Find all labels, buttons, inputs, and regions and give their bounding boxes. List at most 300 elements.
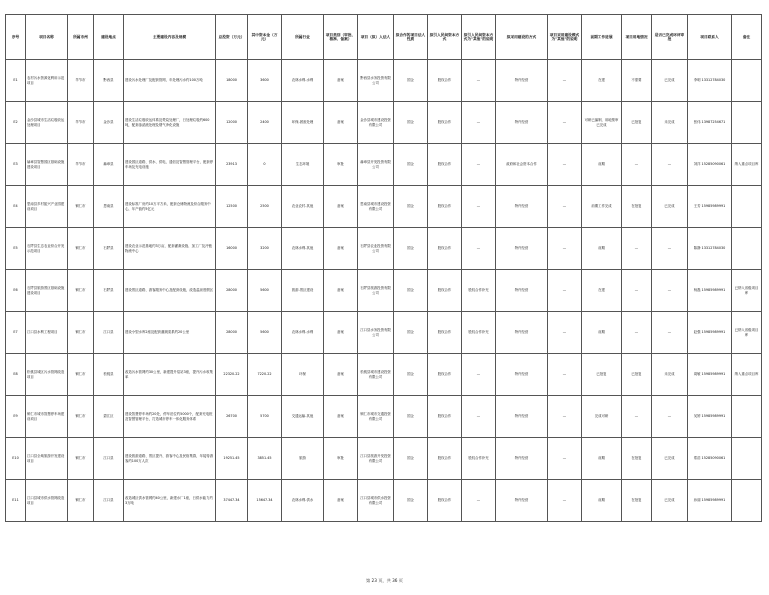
table-cell xyxy=(68,144,94,186)
table-cell xyxy=(324,270,358,312)
table-cell xyxy=(358,186,394,228)
cell-text: 改造城区供水管网约40公里，新建水厂1座，日供水能力约3万吨 xyxy=(125,496,213,505)
table-cell xyxy=(124,228,216,270)
table-cell xyxy=(652,228,688,270)
cell-text: 建设小型水库2座及配套灌溉渠系约20公里 xyxy=(125,330,190,335)
table-cell xyxy=(282,354,324,396)
table-cell xyxy=(216,102,248,144)
cell-text: 建设农业示范基地约3万亩，配套灌溉设施、加工厂及冷链物流中心 xyxy=(125,244,212,253)
header-cell: 项目（拟）入法人 xyxy=(358,15,394,60)
cell-text: 石阡县旅游景区基础设施建设项目 xyxy=(27,286,65,295)
cell-text: — xyxy=(667,414,672,419)
table-cell xyxy=(94,480,124,522)
table-cell xyxy=(732,396,762,438)
cell-text: 黔西县 xyxy=(103,78,114,83)
table-cell xyxy=(496,102,548,144)
table-cell xyxy=(68,60,94,102)
cell-text: 松桃县 xyxy=(103,372,114,377)
table-cell xyxy=(496,354,548,396)
table-cell xyxy=(652,438,688,480)
cell-text: 未完成 xyxy=(664,120,675,125)
cell-text: 前期 xyxy=(598,456,605,461)
cell-text: 铜仁市 xyxy=(75,372,86,377)
table-cell xyxy=(358,396,394,438)
table-cell xyxy=(124,312,216,354)
cell-text: 江口县水务投资有限公司 xyxy=(360,328,391,337)
cell-text: 前期 xyxy=(598,498,605,503)
table-cell xyxy=(94,60,124,102)
table-cell xyxy=(6,270,26,312)
cell-text: 股权合作 xyxy=(437,204,452,209)
cell-text: 金沙县 xyxy=(103,120,114,125)
cell-text: 环保 xyxy=(299,372,306,377)
cell-text: 国企 xyxy=(407,204,414,209)
table-cell xyxy=(68,270,94,312)
page-number: 第 23 页，共 36 页 xyxy=(366,578,403,583)
cell-text: E2 xyxy=(13,120,18,125)
cell-text: 农林水利-水利 xyxy=(291,78,314,83)
cell-text: 农村污水资源化利用示范项目 xyxy=(27,76,65,85)
table-cell xyxy=(652,102,688,144)
table-cell xyxy=(428,270,462,312)
cell-text: E5 xyxy=(13,246,18,251)
table-cell xyxy=(124,60,216,102)
cell-text: 国企 xyxy=(407,498,414,503)
table-cell xyxy=(358,438,394,480)
table-cell xyxy=(652,186,688,228)
table-cell xyxy=(732,60,762,102)
table-cell xyxy=(582,396,622,438)
table-cell xyxy=(6,186,26,228)
header-cell: 拟引入民间资本方式 xyxy=(428,15,462,60)
table-cell xyxy=(124,270,216,312)
cell-text: 铜仁市 xyxy=(75,456,86,461)
table-cell xyxy=(68,228,94,270)
table-cell xyxy=(394,60,428,102)
table-cell xyxy=(6,144,26,186)
table-cell xyxy=(68,354,94,396)
table-cell xyxy=(282,144,324,186)
table-cell xyxy=(622,438,652,480)
cell-text: 王芳 15985989991 xyxy=(693,204,726,209)
cell-text: 股权合作 xyxy=(437,78,452,83)
cell-text: — xyxy=(476,78,481,83)
cell-text: 备案 xyxy=(337,120,344,125)
cell-text: 农业农村-其他 xyxy=(291,204,314,209)
cell-text: 前期工作完成 xyxy=(591,204,612,209)
table-cell xyxy=(358,228,394,270)
cell-text: 18000 xyxy=(226,78,237,83)
cell-text: 已纳入省级项目库 xyxy=(734,328,759,337)
cell-text: 股权合作补充 xyxy=(468,330,489,335)
cell-text: 已批复 xyxy=(631,120,642,125)
table-cell xyxy=(394,438,428,480)
table-cell xyxy=(688,186,732,228)
table-cell xyxy=(94,354,124,396)
cell-text: 石阡县生态农业综合开发示范项目 xyxy=(27,244,65,253)
cell-text: 股权合作 xyxy=(437,456,452,461)
cell-text: 金沙县城市生活垃圾收运处理项目 xyxy=(27,118,65,127)
table-cell xyxy=(732,270,762,312)
table-cell xyxy=(26,144,68,186)
cell-text: 股权合作 xyxy=(437,162,452,167)
table-cell xyxy=(358,312,394,354)
cell-text: 松桃县城市建设投资有限公司 xyxy=(360,370,391,379)
cell-text: E3 xyxy=(13,162,18,167)
table-cell xyxy=(428,396,462,438)
table-cell xyxy=(732,312,762,354)
table-cell xyxy=(324,354,358,396)
table-cell xyxy=(26,480,68,522)
cell-text: 可研已编制，用地预审已完成 xyxy=(584,118,619,127)
table-cell xyxy=(94,228,124,270)
cell-text: 国企 xyxy=(407,246,414,251)
cell-text: 铜仁市 xyxy=(75,204,86,209)
table-cell xyxy=(428,144,462,186)
cell-text: 16000 xyxy=(226,246,237,251)
cell-text: 毕节市 xyxy=(75,120,86,125)
table-cell xyxy=(216,396,248,438)
table-cell xyxy=(248,60,282,102)
cell-text: 张伟 13987254671 xyxy=(693,120,726,125)
table-cell xyxy=(462,144,496,186)
cell-text: 5600 xyxy=(260,330,269,335)
cell-text: 前期 xyxy=(598,162,605,167)
table-cell xyxy=(324,480,358,522)
cell-text: 铜仁市 xyxy=(75,330,86,335)
table-cell xyxy=(26,354,68,396)
table-cell xyxy=(732,186,762,228)
table-cell xyxy=(26,60,68,102)
table-cell xyxy=(216,186,248,228)
cell-text: 不需要 xyxy=(631,78,642,83)
cell-text: — xyxy=(476,372,481,377)
cell-text: 铜仁市城市智慧停车场建设项目 xyxy=(27,412,65,421)
table-cell xyxy=(462,354,496,396)
cell-text: 纳入重点项目库 xyxy=(734,162,759,167)
cell-text: 在建 xyxy=(598,288,605,293)
cell-text: 3200 xyxy=(260,246,269,251)
table-cell xyxy=(652,312,688,354)
cell-text: 江口县城市供水投资有限公司 xyxy=(360,496,391,505)
table-cell xyxy=(462,60,496,102)
table-cell xyxy=(216,354,248,396)
table-body xyxy=(6,60,762,522)
table-row xyxy=(6,60,762,102)
table-cell xyxy=(6,396,26,438)
cell-text: 股权合作 xyxy=(437,330,452,335)
cell-text: 备案 xyxy=(337,78,344,83)
cell-text: 股权合作 xyxy=(437,288,452,293)
cell-text: — xyxy=(562,456,567,461)
cell-text: E9 xyxy=(13,414,18,419)
cell-text: 股权合作 xyxy=(437,246,452,251)
table-row xyxy=(6,354,762,396)
cell-text: — xyxy=(562,498,567,503)
table-cell xyxy=(622,396,652,438)
cell-text: 铜仁市 xyxy=(75,246,86,251)
table-cell xyxy=(6,102,26,144)
table-cell xyxy=(248,312,282,354)
cell-text: 生态环境 xyxy=(295,162,310,167)
table-cell xyxy=(652,144,688,186)
table-cell xyxy=(248,396,282,438)
table-cell xyxy=(428,480,462,522)
cell-text: 石阡县 xyxy=(103,246,114,251)
table-cell xyxy=(652,480,688,522)
table-cell xyxy=(68,480,94,522)
cell-text: 国企 xyxy=(407,162,414,167)
cell-text: 交通运输-其他 xyxy=(291,414,314,419)
cell-text: 碧江区 xyxy=(103,414,114,419)
cell-text: 石阡县 xyxy=(103,288,114,293)
cell-text: 特许经营 xyxy=(514,414,529,419)
cell-text: 备案 xyxy=(337,288,344,293)
table-cell xyxy=(216,312,248,354)
table-cell xyxy=(216,60,248,102)
table-cell xyxy=(248,144,282,186)
header-cell: 项目名称 xyxy=(26,15,68,60)
cell-text: 23913 xyxy=(226,162,237,167)
table-cell xyxy=(462,438,496,480)
table-cell xyxy=(6,312,26,354)
table-cell xyxy=(248,354,282,396)
table-cell xyxy=(94,102,124,144)
table-cell xyxy=(324,102,358,144)
table-cell xyxy=(394,144,428,186)
table-cell xyxy=(124,102,216,144)
table-cell xyxy=(496,396,548,438)
cell-text: 0 xyxy=(263,162,266,167)
cell-text: 旅游-景区建设 xyxy=(291,288,314,293)
table-cell xyxy=(358,480,394,522)
table-row xyxy=(6,438,762,480)
cell-text: 铜仁市 xyxy=(75,414,86,419)
cell-text: 已完成 xyxy=(664,498,675,503)
cell-text: 建设标准厂房约10万平方米，配套仓储物流及综合服务中心，年产值约5亿元 xyxy=(125,202,211,211)
cell-text: 建设园区道路、供水、供电、通信及智慧管理平台，配套停车场及充电设施 xyxy=(125,160,214,169)
table-cell xyxy=(428,102,462,144)
cell-text: 江口县 xyxy=(103,498,114,503)
cell-text: 建设旅游道路、景区提升、游客中心及民宿集群，年接待游客约100万人次 xyxy=(125,454,214,463)
table-header-row xyxy=(6,15,762,60)
cell-text: 7220.22 xyxy=(257,372,272,377)
cell-text: 特许经营 xyxy=(514,120,529,125)
cell-text: 环保-固废处理 xyxy=(291,120,314,125)
cell-text: 国企 xyxy=(407,330,414,335)
table-cell xyxy=(428,354,462,396)
cell-text: 已批复 xyxy=(631,372,642,377)
table-cell xyxy=(6,354,26,396)
cell-text: 22320.22 xyxy=(223,372,240,377)
cell-text: 在建 xyxy=(598,78,605,83)
cell-text: 国企 xyxy=(407,120,414,125)
cell-text: 特许经营 xyxy=(514,288,529,293)
table-cell xyxy=(732,228,762,270)
cell-text: 杨磊 15985989991 xyxy=(693,288,726,293)
table-cell xyxy=(688,396,732,438)
table-cell xyxy=(94,312,124,354)
cell-text: E7 xyxy=(13,330,18,335)
table-cell xyxy=(496,228,548,270)
cell-text: 2400 xyxy=(260,120,269,125)
cell-text: 12500 xyxy=(226,204,237,209)
cell-text: 15647.34 xyxy=(256,498,273,503)
header-cell: 拟采用建设的方式 xyxy=(496,15,548,60)
table-cell xyxy=(216,228,248,270)
cell-text: 吴婷 15985989991 xyxy=(693,414,726,419)
cell-text: 铜仁市城市交通投资有限公司 xyxy=(360,412,391,421)
table-cell xyxy=(324,60,358,102)
cell-text: 未完成 xyxy=(664,372,675,377)
cell-text: 已完成 xyxy=(664,78,675,83)
cell-text: 已完成 xyxy=(664,456,675,461)
cell-text: — xyxy=(476,120,481,125)
cell-text: 3851.45 xyxy=(257,456,272,461)
table-cell xyxy=(26,396,68,438)
cell-text: 周敏 15985989991 xyxy=(693,372,726,377)
table-cell xyxy=(282,270,324,312)
cell-text: 19251.45 xyxy=(223,456,240,461)
cell-text: 铜仁市 xyxy=(75,498,86,503)
table-cell xyxy=(622,312,652,354)
cell-text: — xyxy=(562,288,567,293)
table-cell xyxy=(582,270,622,312)
cell-text: — xyxy=(562,246,567,251)
cell-text: 28000 xyxy=(226,330,237,335)
table-cell xyxy=(582,480,622,522)
cell-text: 陈静 13312784030 xyxy=(693,246,726,251)
table-cell xyxy=(358,102,394,144)
header-cell: 序号 xyxy=(6,15,26,60)
header-cell: 所属行业 xyxy=(282,15,324,60)
cell-text: 政府和社会资本合作 xyxy=(506,162,537,167)
cell-text: 在批复 xyxy=(631,498,642,503)
table-cell xyxy=(548,438,582,480)
header-cell: 拟引入民间资本方式为"其他"的说明 xyxy=(462,15,496,60)
cell-text: 2500 xyxy=(260,204,269,209)
cell-text: 金沙县城市建设投资有限公司 xyxy=(360,118,391,127)
table-cell xyxy=(548,186,582,228)
header-cell: 拟合作的项目法人性质 xyxy=(394,15,428,60)
table-cell xyxy=(94,186,124,228)
cell-text: 国企 xyxy=(407,456,414,461)
table-row xyxy=(6,312,762,354)
cell-text: 前期 xyxy=(598,330,605,335)
cell-text: 江口县全域旅游开发建设项目 xyxy=(27,454,65,463)
cell-text: 农林水利-供水 xyxy=(291,498,314,503)
cell-text: 12000 xyxy=(226,120,237,125)
table-cell xyxy=(548,354,582,396)
cell-text: 股权合作 xyxy=(437,498,452,503)
table-cell xyxy=(688,312,732,354)
table-cell xyxy=(732,102,762,144)
header-cell: 建设地点 xyxy=(94,15,124,60)
table-cell xyxy=(394,186,428,228)
cell-text: 农林水利-其他 xyxy=(291,246,314,251)
table-cell xyxy=(548,60,582,102)
cell-text: 毕节市 xyxy=(75,162,86,167)
cell-text: 建设智慧停车场约20处，停车泊位约5000个，配套充电桩及智慧管理平台，打造城市停车一体化服务体系 xyxy=(125,412,213,421)
cell-text: 铜仁市 xyxy=(75,288,86,293)
table-cell xyxy=(548,270,582,312)
cell-text: 28000 xyxy=(226,288,237,293)
cell-text: 赫章县 xyxy=(103,162,114,167)
table-cell xyxy=(462,396,496,438)
table-cell xyxy=(324,312,358,354)
cell-text: 审批 xyxy=(337,162,344,167)
table-cell xyxy=(94,144,124,186)
cell-text: — xyxy=(562,78,567,83)
table-cell xyxy=(428,438,462,480)
table-row xyxy=(6,480,762,522)
cell-text: — xyxy=(667,162,672,167)
table-cell xyxy=(428,228,462,270)
table-cell xyxy=(732,144,762,186)
table-cell xyxy=(358,144,394,186)
cell-text: 特许经营 xyxy=(514,78,529,83)
cell-text: — xyxy=(476,246,481,251)
table-cell xyxy=(462,102,496,144)
table-cell xyxy=(496,438,548,480)
cell-text: 农林水利-水利 xyxy=(291,330,314,335)
table-row xyxy=(6,144,762,186)
table-cell xyxy=(26,312,68,354)
cell-text: 在批复 xyxy=(631,204,642,209)
cell-text: — xyxy=(476,162,481,167)
cell-text: 3600 xyxy=(260,78,269,83)
header-cell: 项目类别（审批、核准、备案） xyxy=(324,15,358,60)
table-cell xyxy=(124,480,216,522)
table-cell xyxy=(582,354,622,396)
table-cell xyxy=(496,270,548,312)
table-cell xyxy=(548,144,582,186)
cell-text: 刘洋 15285090061 xyxy=(693,162,726,167)
cell-text: 思南县城市建设投资有限公司 xyxy=(360,202,391,211)
cell-text: 已纳入省级项目库 xyxy=(734,286,759,295)
cell-text: 建设生活垃圾收运体系及焚烧处理厂，日处理垃圾约600吨，配套渗滤液处理及烟气净化设施 xyxy=(125,118,210,127)
cell-text: 纳入重点项目库 xyxy=(734,372,759,377)
table-cell xyxy=(324,186,358,228)
table-cell xyxy=(282,102,324,144)
table-cell xyxy=(688,102,732,144)
cell-text: 股权合作补充 xyxy=(468,456,489,461)
table-cell xyxy=(462,186,496,228)
cell-text: 股权合作 xyxy=(437,120,452,125)
cell-text: — xyxy=(667,246,672,251)
header-cell: 其中资本金（万元） xyxy=(248,15,282,60)
table-cell xyxy=(216,270,248,312)
cell-text: 郑浩 15285090061 xyxy=(693,456,726,461)
table-cell xyxy=(622,186,652,228)
cell-text: 在批复 xyxy=(631,456,642,461)
table-cell xyxy=(548,396,582,438)
cell-text: 建设污水处理厂及配套管网，年处理污水约100万吨 xyxy=(125,78,203,83)
table-row xyxy=(6,228,762,270)
table-cell xyxy=(324,144,358,186)
table-cell xyxy=(6,480,26,522)
cell-text: 孙丽 15985989991 xyxy=(693,498,726,503)
table-cell xyxy=(394,312,428,354)
table-cell xyxy=(582,438,622,480)
table-cell xyxy=(124,396,216,438)
table-cell xyxy=(622,480,652,522)
table-cell xyxy=(428,312,462,354)
cell-text: 松桃县城区污水管网改造项目 xyxy=(27,370,65,379)
table-cell xyxy=(26,186,68,228)
header-cell: 是否已完成环评审批 xyxy=(652,15,688,60)
table-cell xyxy=(496,60,548,102)
